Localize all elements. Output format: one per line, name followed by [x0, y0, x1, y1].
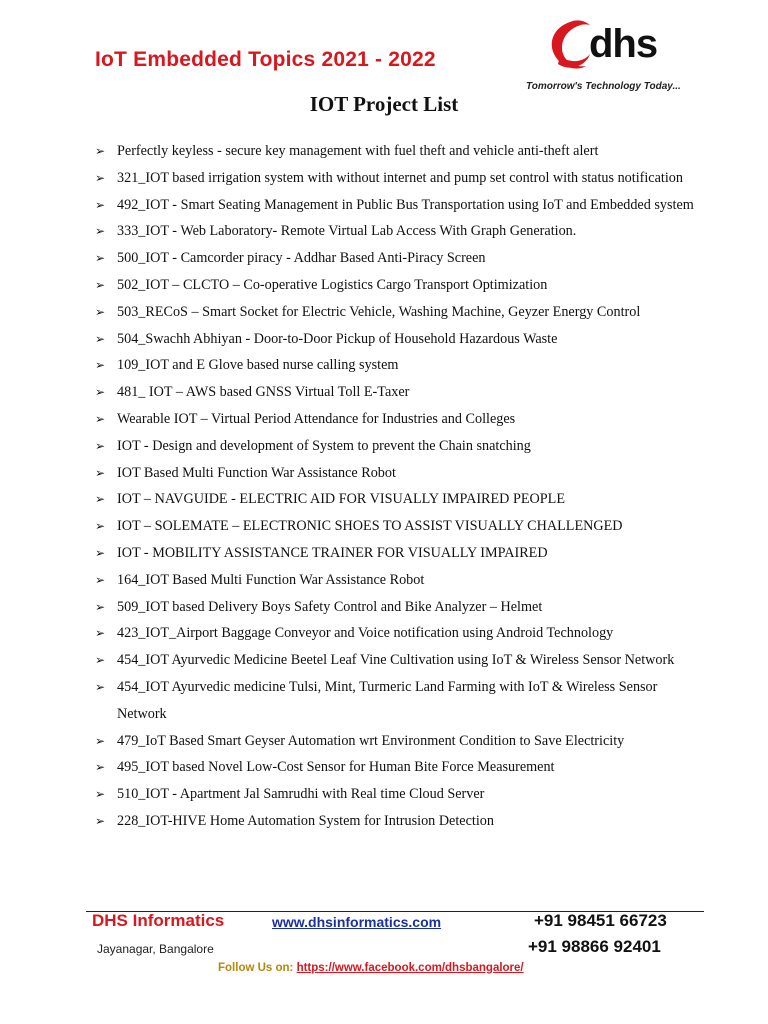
list-item	[95, 674, 695, 728]
list-item-text: 333_IOT - Web Laboratory- Remote Virtual Lab Access With Graph Generation.	[117, 223, 577, 240]
list-item-text: 228_IOT-HIVE Home Automation System for Intrusion Detection	[117, 812, 494, 829]
list-item-text: 164_IOT Based Multi Function War Assistance Robot	[117, 571, 425, 588]
footer-follow	[218, 962, 524, 974]
list-item	[95, 406, 695, 433]
list-item	[95, 647, 695, 674]
footer-company: DHS Informatics	[92, 911, 225, 930]
list-item-text: IOT – SOLEMATE – ELECTRONIC SHOES TO ASSIST VISUALLY CHALLENGED	[117, 518, 623, 535]
list-item-text: 109_IOT and E Glove based nurse calling system	[117, 357, 399, 374]
list-item-text: 504_Swachh Abhiyan - Door-to-Door Pickup of Household Hazardous Waste	[117, 330, 558, 347]
list-item	[95, 754, 695, 781]
list-item	[95, 352, 695, 379]
list-item	[95, 460, 695, 487]
list-item	[95, 540, 695, 567]
list-item	[95, 326, 695, 353]
arrow-bullet-icon: ➢	[95, 492, 106, 507]
list-item-text: Perfectly keyless - secure key management with fuel theft and vehicle anti-theft alert	[117, 143, 599, 159]
project-list	[95, 138, 695, 835]
list-item-text: 510_IOT - Apartment Jal Samrudhi with Real time Cloud Server	[117, 786, 485, 803]
list-item-text: 500_IOT - Camcorder piracy - Addhar Based Anti-Piracy Screen	[117, 250, 486, 267]
list-item-text: Wearable IOT – Virtual Period Attendance for Industries and Colleges	[117, 410, 516, 427]
arrow-bullet-icon: ➢	[95, 385, 106, 400]
arrow-bullet-icon: ➢	[95, 438, 106, 453]
list-item	[95, 379, 695, 406]
follow-label: Follow Us on:	[218, 962, 297, 974]
list-item	[95, 781, 695, 808]
footer-phone-1: +91 98451 66723	[534, 911, 667, 930]
arrow-bullet-icon: ➢	[95, 787, 106, 802]
footer-phone-2: +91 98866 92401	[528, 937, 661, 956]
arrow-bullet-icon: ➢	[95, 733, 106, 748]
list-item-text: IOT – NAVGUIDE - ELECTRIC AID FOR VISUALLY IMPAIRED PEOPLE	[117, 491, 565, 508]
list-item	[95, 299, 695, 326]
arrow-bullet-icon: ➢	[95, 653, 106, 668]
list-item	[95, 594, 695, 621]
arrow-bullet-icon: ➢	[95, 144, 106, 158]
footer-location: Jayanagar, Bangalore	[97, 942, 214, 956]
list-item-text: 502_IOT – CLCTO – Co-operative Logistics Cargo Transport Optimization	[117, 276, 548, 293]
arrow-bullet-icon: ➢	[95, 465, 106, 480]
arrow-bullet-icon: ➢	[95, 519, 106, 534]
arrow-bullet-icon: ➢	[95, 304, 106, 319]
list-item	[95, 165, 695, 192]
list-item-text: IOT - Design and development of System to prevent the Chain snatching	[117, 437, 531, 454]
arrow-bullet-icon: ➢	[95, 170, 106, 185]
list-item	[95, 245, 695, 272]
tagline: Tomorrow's Technology Today...	[526, 81, 681, 92]
arrow-bullet-icon: ➢	[95, 277, 106, 292]
arrow-bullet-icon: ➢	[95, 626, 106, 641]
list-item-text: 321_IOT based irrigation system with without internet and pump set control with status notification	[117, 169, 683, 186]
list-item	[95, 486, 695, 513]
list-item	[95, 138, 695, 165]
footer-website-link[interactable]: www.dhsinformatics.com	[272, 914, 442, 930]
list-item	[95, 620, 695, 647]
list-item-text: 481_ IOT – AWS based GNSS Virtual Toll E-Taxer	[117, 384, 410, 401]
logo-text: dhs	[589, 22, 658, 66]
arrow-bullet-icon: ➢	[95, 251, 106, 266]
list-item	[95, 728, 695, 755]
list-item-text: 423_IOT_Airport Baggage Conveyor and Voice notification using Android Technology	[117, 625, 614, 642]
list-item	[95, 513, 695, 540]
list-item-text: 509_IOT based Delivery Boys Safety Control and Bike Analyzer – Helmet	[117, 598, 543, 615]
arrow-bullet-icon: ➢	[95, 331, 106, 346]
header-title: IoT Embedded Topics 2021 - 2022	[95, 48, 436, 71]
list-item	[95, 218, 695, 245]
arrow-bullet-icon: ➢	[95, 572, 106, 587]
arrow-bullet-icon: ➢	[95, 679, 106, 694]
arrow-bullet-icon: ➢	[95, 760, 106, 775]
list-item-text: 503_RECoS – Smart Socket for Electric Vehicle, Washing Machine, Geyzer Energy Control	[117, 303, 641, 320]
list-item-text: 479_IoT Based Smart Geyser Automation wrt Environment Condition to Save Electricity	[117, 732, 625, 749]
arrow-bullet-icon: ➢	[95, 599, 106, 614]
page-title: IOT Project List	[309, 92, 459, 116]
list-item	[95, 433, 695, 460]
list-item-text: IOT - MOBILITY ASSISTANCE TRAINER FOR VISUALLY IMPAIRED	[117, 544, 548, 561]
arrow-bullet-icon: ➢	[95, 224, 106, 239]
list-item	[95, 192, 695, 219]
arrow-bullet-icon: ➢	[95, 411, 106, 426]
arrow-bullet-icon: ➢	[95, 813, 106, 828]
arrow-bullet-icon: ➢	[95, 358, 106, 373]
arrow-bullet-icon: ➢	[95, 197, 106, 212]
list-item	[95, 272, 695, 299]
list-item-text: 492_IOT - Smart Seating Management in Public Bus Transportation using IoT and Embedded system	[117, 196, 694, 213]
list-item-text: IOT Based Multi Function War Assistance Robot	[117, 464, 396, 481]
facebook-link[interactable]: https://www.facebook.com/dhsbangalore/	[296, 962, 524, 974]
arrow-bullet-icon: ➢	[95, 545, 106, 560]
list-item-text: 495_IOT based Novel Low-Cost Sensor for Human Bite Force Measurement	[117, 759, 555, 776]
list-item-text: 454_IOT Ayurvedic Medicine Beetel Leaf Vine Cultivation using IoT & Wireless Sensor Network	[117, 652, 675, 669]
list-item	[95, 808, 695, 835]
list-item	[95, 567, 695, 594]
list-item-text: 454_IOT Ayurvedic medicine Tulsi, Mint, Turmeric Land Farming with IoT & Wireless Sensor Network	[117, 678, 658, 722]
